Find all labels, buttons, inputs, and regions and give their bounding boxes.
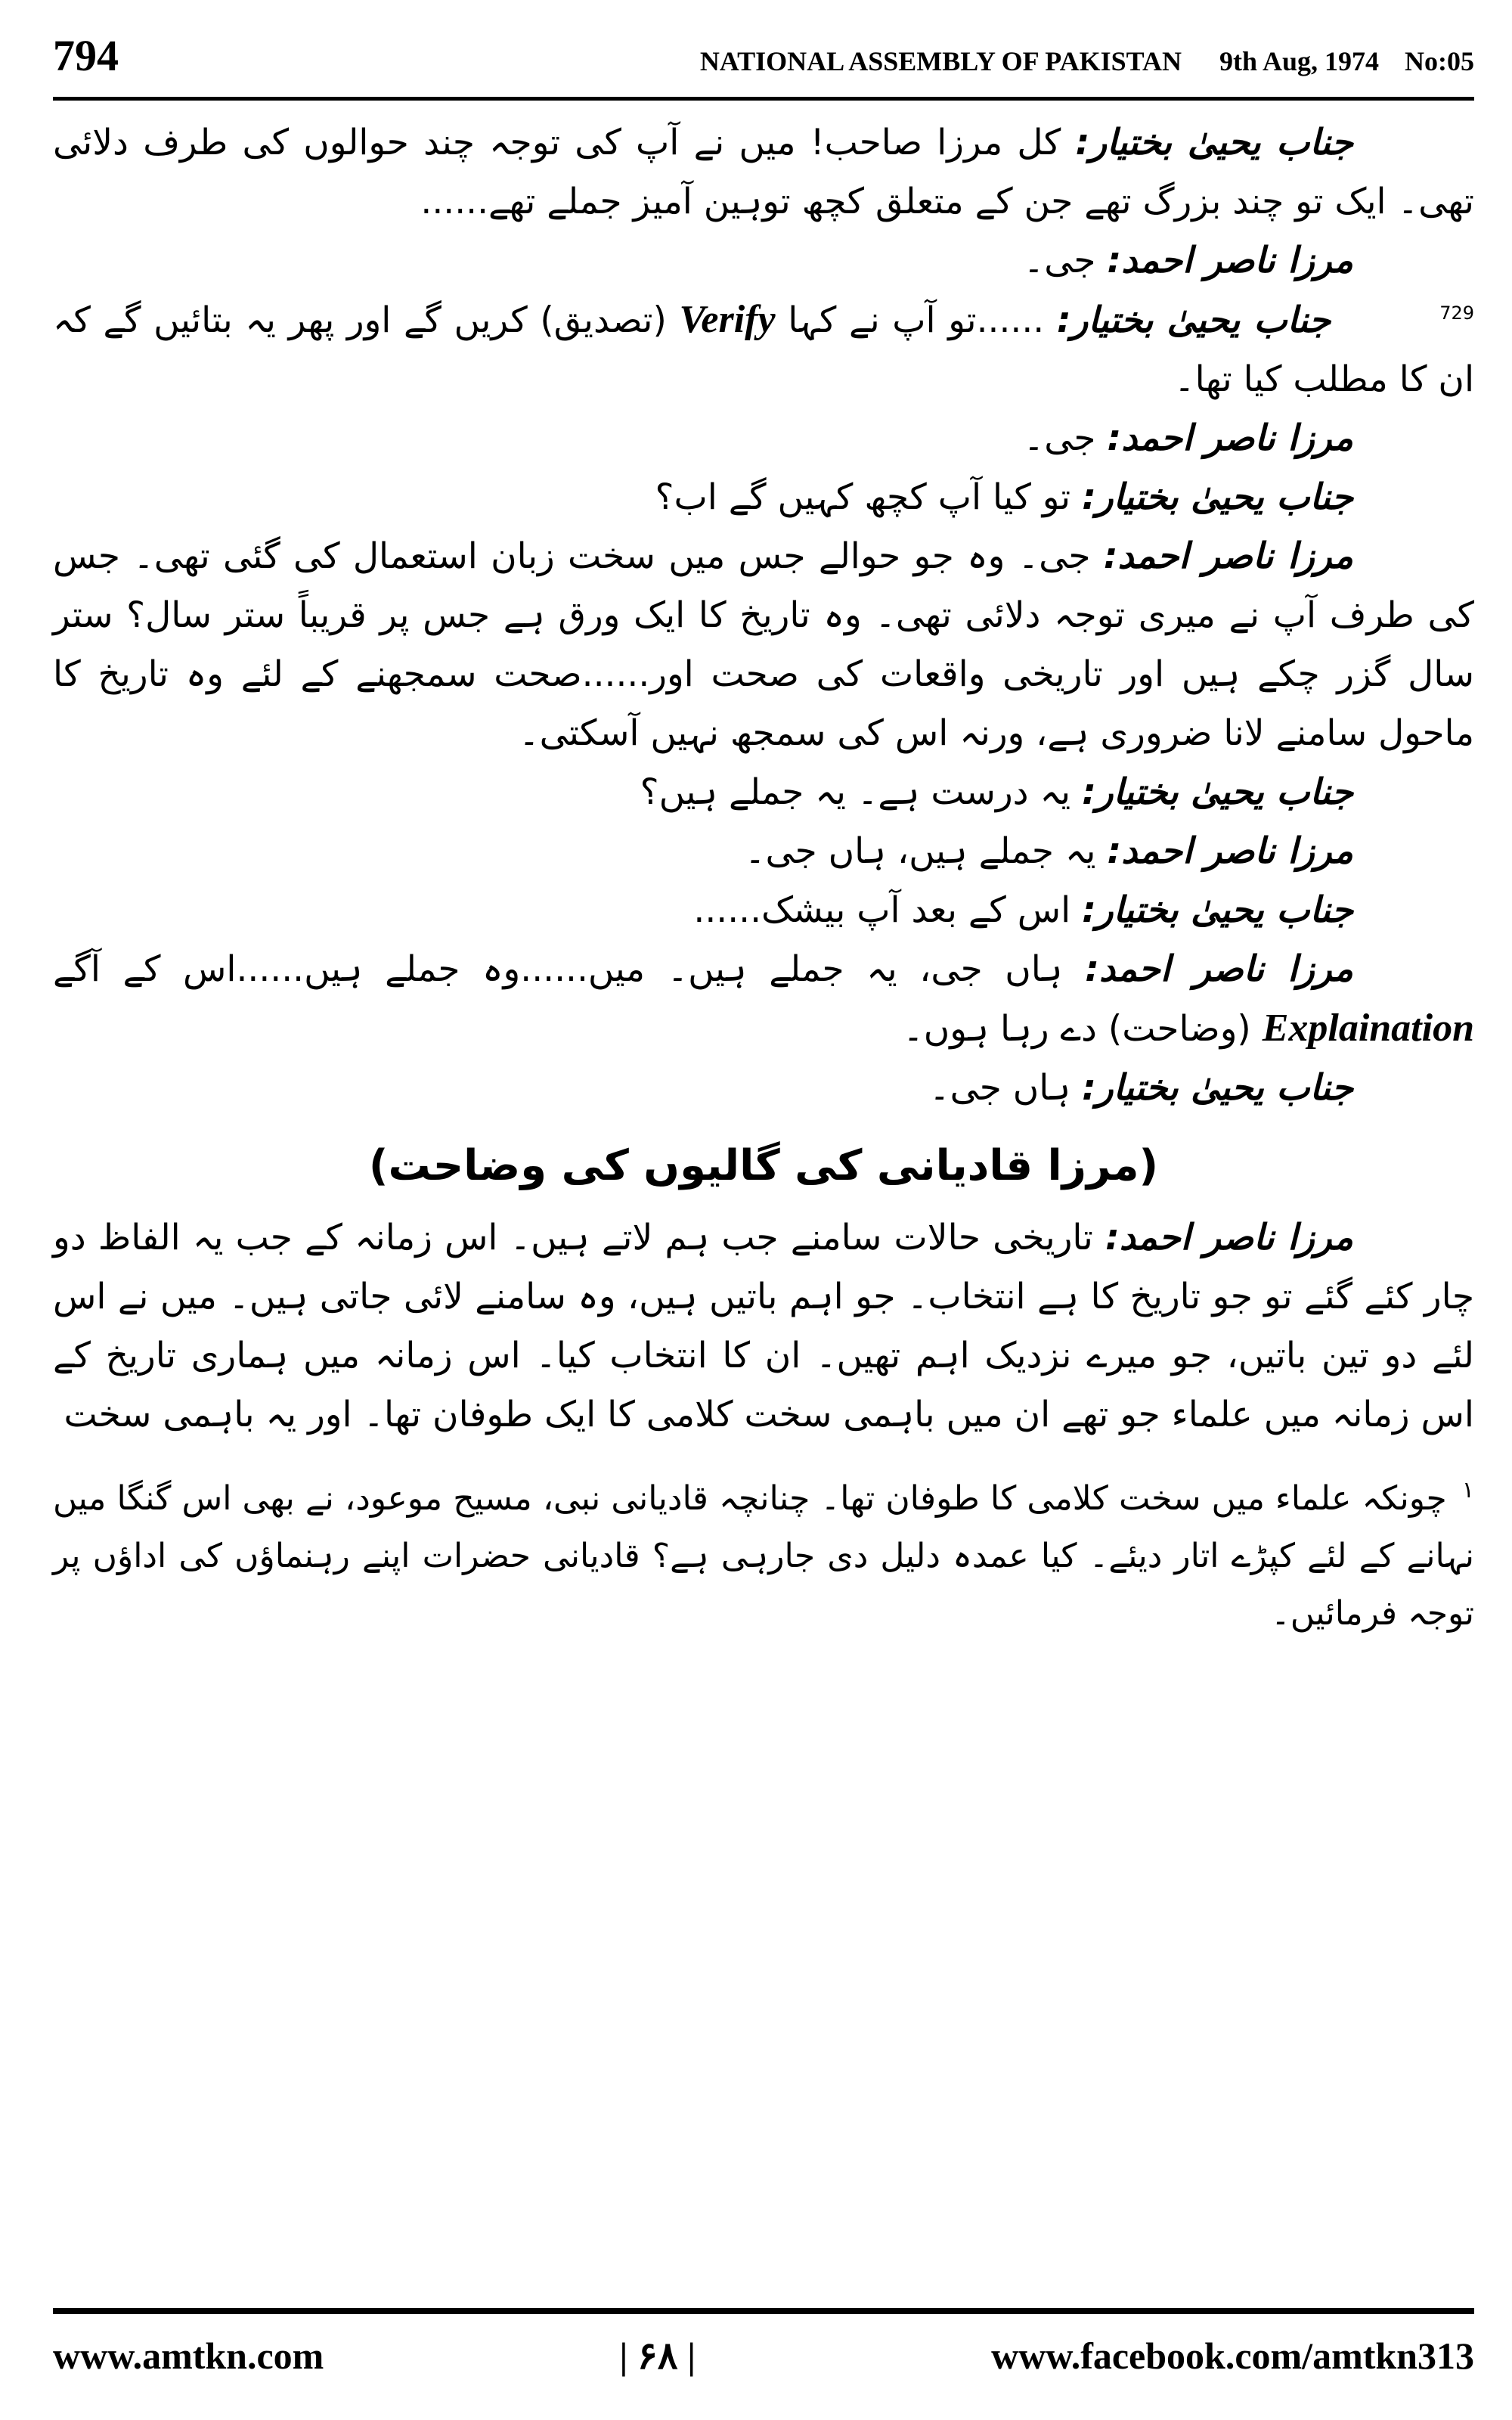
paragraph-text: تو کیا آپ کچھ کہیں گے اب؟ [655, 476, 1071, 518]
english-term: Verify [679, 298, 776, 341]
header-date: 9th Aug, 1974 [1219, 46, 1379, 76]
footnote-marker: ۱ [1461, 1477, 1474, 1504]
paragraph [53, 527, 1474, 763]
transcript-body [53, 113, 1474, 1643]
english-term: Explaination [1262, 1007, 1474, 1050]
paragraph-text: تاریخی حالات سامنے جب ہم لاتے ہیں۔ اس زمانہ کے جب یہ الفاظ دو چار کئے گئے تو جو تاریخ کا ہے انتخاب۔ جو اہم باتیں ہیں، وہ سامنے لائی جاتی ہیں۔ میں نے اس لئے دو تین باتیں، جو میرے نزدیک اہم تھیں۔ ان کا انتخاب کیا۔ اس زمانہ میں ہماری تاریخ کے اس زمانہ میں علماء جو تھے ان میں باہمی سخت کلامی کا ایک طوفان تھا۔ اور یہ باہمی سخت [53, 1217, 1474, 1435]
speaker-label: مرزا ناصر احمد: [1107, 417, 1353, 459]
speaker-label: جناب یحییٰ بختیار: [1082, 771, 1353, 813]
paragraph-text: ہاں جی، یہ جملے ہیں۔ میں......وہ جملے ہیں......اس کے آگے [53, 948, 1063, 990]
paragraph [53, 822, 1474, 881]
facebook-link[interactable]: www.facebook.com/amtkn313 [991, 2335, 1474, 2377]
header-title: NATIONAL ASSEMBLY OF PAKISTAN [699, 46, 1182, 76]
paragraph [53, 290, 1474, 409]
paragraph-text: (وضاحت) دے رہا ہوں۔ [903, 1008, 1251, 1050]
speaker-label: مرزا ناصر احمد: [1107, 830, 1353, 872]
footnote-text: چونکہ علماء میں سخت کلامی کا طوفان تھا۔ چنانچہ قادیانی نبی، مسیح موعود، نے بھی اس گنگا میں نہانے کے لئے کپڑے اتار دیئے۔ کیا عمدہ دلیل دی جارہی ہے؟ قادیانی حضرات اپنے رہنماؤں کی اداؤں پر توجہ فرمائیں۔ [53, 1479, 1474, 1633]
paragraph [53, 881, 1474, 940]
paragraph-text: یہ جملے ہیں، ہاں جی۔ [744, 830, 1096, 872]
page-footer [53, 2322, 1474, 2390]
footer-page-number: | ۶۸ | [619, 2335, 696, 2377]
reference-number: 729 [1439, 302, 1474, 324]
speaker-label: مرزا ناصر احمد: [1103, 535, 1353, 577]
paragraph [53, 231, 1474, 290]
paragraph [53, 1208, 1474, 1444]
speaker-label: جناب یحییٰ بختیار: [1082, 476, 1353, 518]
paragraph-text: جی۔ وہ جو حوالے جس میں سخت زبان استعمال کی گئی تھی۔ جس کی طرف آپ نے میری توجہ دلائی تھی۔ وہ تاریخ کا ایک ورق ہے جس پر قریباً ستر سال؟ ستر سال گزر چکے ہیں اور تاریخی واقعات کی صحت اور......صحت سمجھنے کے لئے وہ تاریخ کا ماحول سامنے لانا ضروری ہے، ورنہ اس کی سمجھ نہیں آسکتی۔ [53, 535, 1474, 754]
page-header [53, 30, 1474, 91]
paragraph [53, 1059, 1474, 1118]
paragraph [53, 468, 1474, 527]
speaker-label: جناب یحییٰ بختیار: [1082, 1067, 1353, 1109]
paragraph-text: جی۔ [1023, 240, 1096, 281]
paragraph-text: یہ درست ہے۔ یہ جملے ہیں؟ [640, 771, 1071, 813]
speaker-label: جناب یحییٰ بختیار: [1075, 122, 1353, 163]
footer-rule [53, 2308, 1474, 2314]
speaker-label: جناب یحییٰ بختیار: [1056, 299, 1331, 341]
footnote [53, 1470, 1474, 1643]
section-heading: (مرزا قادیانی کی گالیوں کی وضاحت) [368, 1141, 1159, 1190]
header-rule [53, 97, 1474, 101]
paragraph-text: (تصدیق) کریں گے اور پھر یہ بتائیں گے کہ ان کا مطلب کیا تھا۔ [53, 299, 1474, 400]
page-number: 794 [53, 31, 119, 80]
paragraph [53, 409, 1474, 468]
paragraph-text: کل مرزا صاحب! میں نے آپ کی توجہ چند حوالوں کی طرف دلائی تھی۔ ایک تو چند بزرگ تھے جن کے متعلق کچھ توہین آمیز جملے تھے...... [53, 122, 1474, 222]
paragraph [53, 113, 1474, 231]
paragraph-text: ......تو آپ نے کہا [788, 299, 1045, 341]
website-link[interactable]: www.amtkn.com [53, 2335, 324, 2377]
speaker-label: مرزا ناصر احمد: [1105, 1217, 1353, 1258]
paragraph-text: جی۔ [1023, 417, 1096, 459]
paragraph [53, 763, 1474, 822]
paragraph-text: اس کے بعد آپ بیشک...... [693, 889, 1071, 931]
paragraph-text: ہاں جی۔ [929, 1067, 1071, 1109]
header-issue: No:05 [1405, 46, 1474, 76]
speaker-label: مرزا ناصر احمد: [1107, 240, 1353, 281]
paragraph [53, 940, 1474, 1059]
speaker-label: مرزا ناصر احمد: [1085, 948, 1353, 990]
speaker-label: جناب یحییٰ بختیار: [1082, 889, 1353, 931]
